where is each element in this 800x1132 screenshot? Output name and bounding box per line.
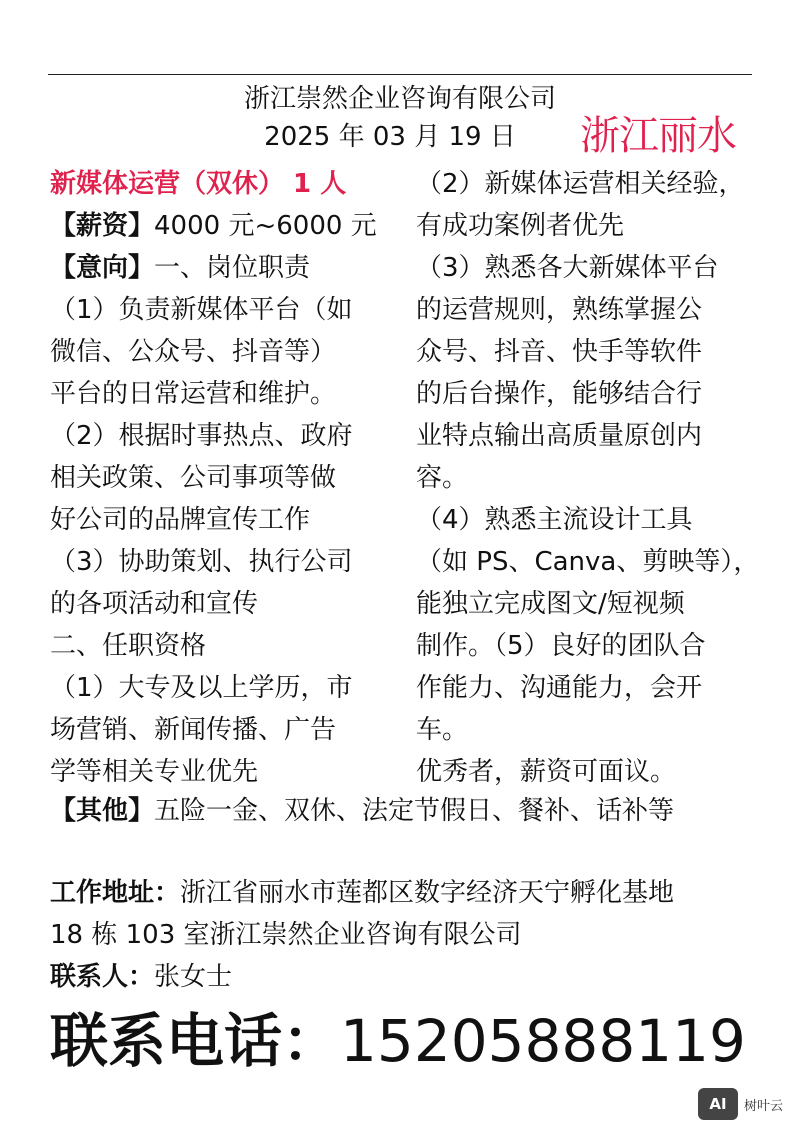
- right-text-line: 业特点输出高质量原创内: [416, 421, 703, 451]
- left-text-line: 相关政策、公司事项等做: [50, 463, 337, 493]
- contact-person: [50, 956, 232, 998]
- left-text-line: 二、任职资格: [50, 631, 207, 661]
- right-text-line: （3）熟悉各大新媒体平台: [416, 253, 719, 283]
- watermark: [698, 1088, 783, 1120]
- intent-value: 一、岗位职责: [154, 253, 311, 283]
- right-text-line: 有成功案例者优先: [416, 211, 625, 241]
- address-value: 浙江省丽水市莲都区数字经济天宁孵化基地: [180, 878, 675, 908]
- salary-value: 4000 元~6000 元: [154, 211, 377, 241]
- right-column: [416, 163, 760, 793]
- phone-number: 15205888119: [340, 1007, 746, 1075]
- benefits-row: [50, 790, 674, 832]
- left-text-line: （1）负责新媒体平台（如: [50, 295, 353, 325]
- left-text-line: （2）根据时事热点、政府: [50, 421, 353, 451]
- left-text-line: （1）大专及以上学历，市: [50, 673, 353, 703]
- right-text-line: 车。: [416, 715, 469, 745]
- right-text-line: 作能力、沟通能力，会开: [416, 673, 703, 703]
- ai-logo-icon: AI: [698, 1088, 738, 1120]
- left-column: [50, 163, 395, 793]
- work-address: [50, 872, 674, 956]
- right-text-line: 的运营规则，熟练掌握公: [416, 295, 703, 325]
- right-text-line: 优秀者，薪资可面议。: [416, 757, 677, 787]
- salary-row: [50, 205, 395, 247]
- right-text-line: 容。: [416, 463, 469, 493]
- left-text-line: 学等相关专业优先: [50, 757, 259, 787]
- right-text-line: （2）新媒体运营相关经验，: [416, 169, 745, 199]
- location-stamp: 浙江丽水: [580, 113, 736, 159]
- posting-date: 2025 年 03 月 19 日: [264, 122, 516, 152]
- benefits-label: 【其他】: [50, 796, 155, 826]
- left-text-line: 好公司的品牌宣传工作: [50, 505, 311, 535]
- benefits-value: 五险一金、双休、法定节假日、餐补、话补等: [154, 796, 675, 826]
- left-text-line: 微信、公众号、抖音等）: [50, 337, 337, 367]
- right-text-line: 制作。（5）良好的团队合: [416, 631, 706, 661]
- right-text-line: （如 PS、Canva、剪映等），: [416, 547, 760, 577]
- company-name: 浙江崇然企业咨询有限公司: [243, 84, 556, 114]
- address-line-1: [50, 872, 674, 914]
- right-text-line: 众号、抖音、快手等软件: [416, 337, 703, 367]
- intent-row: [50, 247, 395, 289]
- salary-label: 【薪资】: [50, 211, 155, 241]
- right-text-line: （4）熟悉主流设计工具: [416, 505, 693, 535]
- position-title: 新媒体运营（双休） 1 人: [50, 169, 347, 199]
- contact-name: 张女士: [154, 962, 233, 992]
- address-label: 工作地址：: [50, 878, 181, 908]
- right-text-line: 的后台操作，能够结合行: [416, 379, 703, 409]
- right-text-line: 能独立完成图文/短视频: [416, 589, 685, 619]
- phone-label: 联系电话：: [50, 1007, 341, 1075]
- intent-label: 【意向】: [50, 253, 155, 283]
- contact-label: 联系人：: [50, 962, 155, 992]
- left-text-line: 的各项活动和宣传: [50, 589, 259, 619]
- left-text-line: （3）协助策划、执行公司: [50, 547, 353, 577]
- address-line-2: 18 栋 103 室浙江崇然企业咨询有限公司: [50, 920, 522, 950]
- contact-phone: [50, 1006, 746, 1076]
- left-text-line: 场营销、新闻传播、广告: [50, 715, 337, 745]
- watermark-text: 树叶云: [744, 1098, 784, 1114]
- left-text-line: 平台的日常运营和维护。: [50, 379, 337, 409]
- top-divider: [48, 74, 752, 75]
